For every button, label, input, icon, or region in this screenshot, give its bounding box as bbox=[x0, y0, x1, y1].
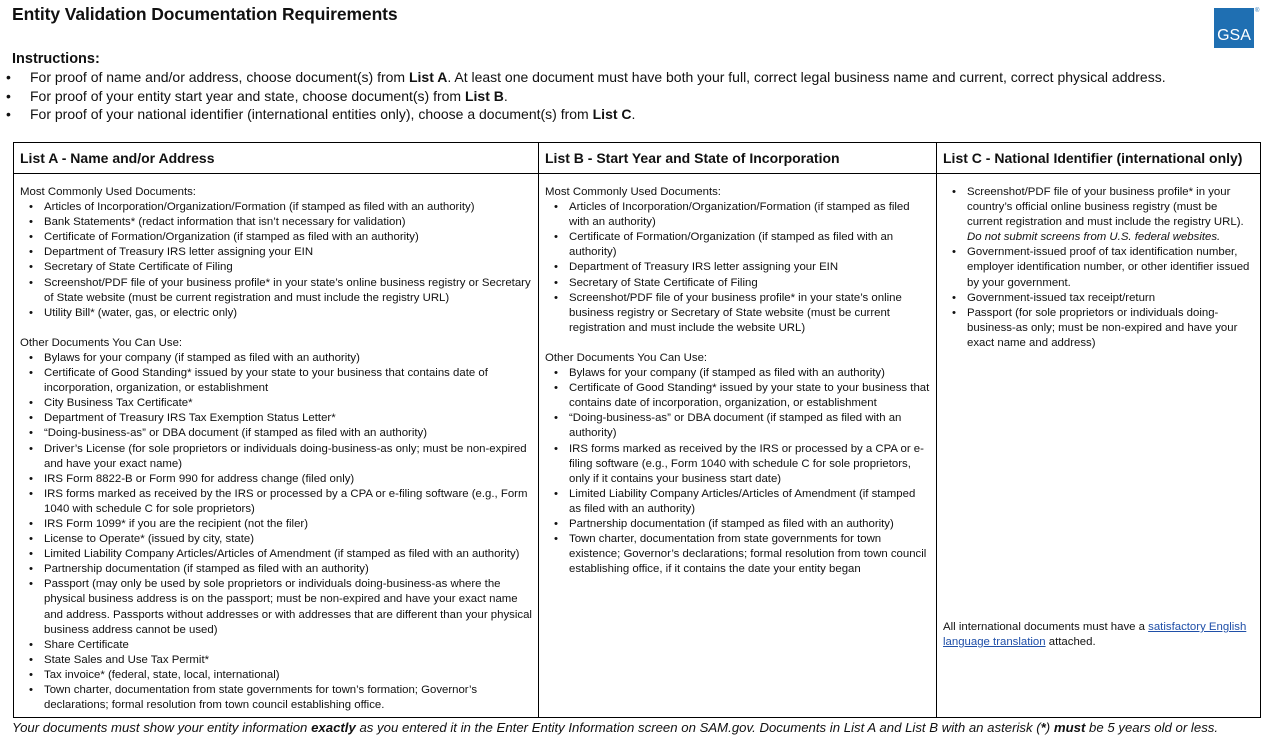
documents-table bbox=[13, 142, 1261, 718]
instruction-item: • For proof of your national identifier (international entities only), choose a document(s) from List C. bbox=[6, 106, 636, 123]
list-c-items bbox=[943, 185, 1254, 351]
list-item: • Partnership documentation (if stamped as filed with an authority) bbox=[545, 517, 930, 532]
list-a-common-items bbox=[20, 200, 532, 321]
list-item: • Town charter, documentation from state governments for town existence; Governor’s declarations; formal resolution from town council establishing office, if it contains the date your entity began bbox=[545, 532, 930, 577]
list-item: • Secretary of State Certificate of Filing bbox=[545, 276, 930, 291]
list-item: • Limited Liability Company Articles/Articles of Amendment (if stamped as filed with an authority) bbox=[545, 487, 930, 517]
list-item: • Certificate of Good Standing* issued by your state to your business that contains date of incorporation, organization, or establishment bbox=[20, 366, 532, 396]
list-item: • License to Operate* (issued by city, state) bbox=[20, 532, 532, 547]
list-b-common-label: Most Commonly Used Documents: bbox=[545, 186, 721, 198]
instruction-item: • For proof of your entity start year and state, choose document(s) from List B. bbox=[6, 87, 508, 104]
list-item: • Articles of Incorporation/Organization/Formation (if stamped as filed with an authority) bbox=[20, 200, 532, 215]
list-item: • Screenshot/PDF file of your business profile* in your state’s online business registry or Secretary of State website (must be current registration and must include the website URL) bbox=[545, 291, 930, 336]
list-b-column bbox=[539, 143, 937, 717]
list-item: • Certificate of Good Standing* issued by your state to your business that contains date of incorporation, organization, or establishment bbox=[545, 381, 930, 411]
international-translation-note: All international documents must have a satisfactory English language translation attached. bbox=[943, 621, 1247, 649]
list-item: • Share Certificate bbox=[20, 638, 532, 653]
list-b-other-items bbox=[545, 366, 930, 577]
list-b-other-label: Other Documents You Can Use: bbox=[545, 351, 708, 364]
list-item: • Driver’s License (for sole proprietors or individuals doing-business-as only; must be non-expired and have your exact name) bbox=[20, 442, 532, 472]
list-c-column bbox=[937, 143, 1260, 717]
list-item: • Secretary of State Certificate of Filing bbox=[20, 260, 532, 275]
list-item: • Passport (may only be used by sole proprietors or individuals doing-business-as where the physical business address is on the passport; must be non-expired and have your exact name and address. Passports without addresses or with addresses that are different than your physical business address cannot be used) bbox=[20, 577, 532, 637]
list-item: • Screenshot/PDF file of your business profile* in your country’s official online business registry (must be current registration and must include the registry URL). Do not submit screens from U.S. federal websites. bbox=[943, 185, 1254, 245]
instruction-item: • For proof of name and/or address, choose document(s) from List A. At least one document must have both your full, correct legal business name and current, correct physical address. bbox=[6, 69, 1166, 85]
list-item: • IRS Form 1099* if you are the recipient (not the filer) bbox=[20, 517, 532, 532]
list-item: • IRS Form 8822-B or Form 990 for address change (filed only) bbox=[20, 472, 532, 487]
list-item: • Certificate of Formation/Organization (if stamped as filed with an authority) bbox=[20, 230, 532, 245]
list-item: • Bank Statements* (redact information that isn’t necessary for validation) bbox=[20, 215, 532, 230]
list-a-other-items bbox=[20, 351, 532, 713]
list-item: • Bylaws for your company (if stamped as filed with an authority) bbox=[20, 351, 532, 366]
list-b-heading: List B - Start Year and State of Incorporation bbox=[539, 143, 936, 174]
list-item: • City Business Tax Certificate* bbox=[20, 396, 532, 411]
list-item: • Partnership documentation (if stamped as filed with an authority) bbox=[20, 562, 532, 577]
list-item: • Department of Treasury IRS letter assigning your EIN bbox=[20, 245, 532, 260]
list-item: • Utility Bill* (water, gas, or electric only) bbox=[20, 306, 532, 321]
list-item: • Department of Treasury IRS letter assigning your EIN bbox=[545, 260, 930, 275]
list-item: • Department of Treasury IRS Tax Exemption Status Letter* bbox=[20, 411, 532, 426]
list-item: • Government-issued proof of tax identification number, employer identification number, or other identifier issued by your government. bbox=[943, 245, 1254, 290]
list-a-heading: List A - Name and/or Address bbox=[14, 143, 538, 174]
list-item: • Screenshot/PDF file of your business profile* in your state’s online business registry or Secretary of State website (must be current registration and must include the registry URL) bbox=[20, 276, 532, 306]
list-b-common-items bbox=[545, 200, 930, 336]
list-item: • Town charter, documentation from state governments for town’s formation; Governor’s declarations; formal resolution from town council establishing office. bbox=[20, 683, 532, 713]
footer-note: Your documents must show your entity information exactly as you entered it in the Enter Entity Information screen on SAM.gov. Documents in List A and List B with an asterisk (*) must be 5 years old or less. bbox=[12, 720, 1219, 735]
list-c-note: Do not submit screens from U.S. federal websites. bbox=[967, 231, 1221, 244]
instructions-heading: Instructions: bbox=[12, 51, 100, 67]
registered-mark: ® bbox=[1255, 8, 1260, 14]
list-item: • IRS forms marked as received by the IRS or processed by a CPA or e-filing software (e.g., Form 1040 with schedule C for sole proprietors, only if it contains your business start date) bbox=[545, 442, 930, 487]
list-item: • Government-issued tax receipt/return bbox=[943, 291, 1254, 306]
list-a-common-label: Most Commonly Used Documents: bbox=[20, 186, 196, 198]
gsa-logo: GSA bbox=[1214, 8, 1254, 48]
translation-link[interactable]: satisfactory English language translation bbox=[943, 621, 1247, 649]
list-item: • Certificate of Formation/Organization (if stamped as filed with an authority) bbox=[545, 230, 930, 260]
list-a-other-label: Other Documents You Can Use: bbox=[20, 336, 183, 349]
list-item: • Limited Liability Company Articles/Articles of Amendment (if stamped as filed with an authority) bbox=[20, 547, 532, 562]
list-item: • “Doing-business-as” or DBA document (if stamped as filed with an authority) bbox=[20, 426, 532, 441]
list-item: • State Sales and Use Tax Permit* bbox=[20, 653, 532, 668]
list-a-column bbox=[14, 143, 539, 717]
instructions-list bbox=[6, 68, 1166, 124]
page-title: Entity Validation Documentation Requirements bbox=[12, 4, 398, 24]
list-c-heading: List C - National Identifier (international only) bbox=[937, 143, 1260, 174]
list-item: • Passport (for sole proprietors or individuals doing-business-as only; must be non-expired and have your exact name and address) bbox=[943, 306, 1254, 351]
list-item: • Tax invoice* (federal, state, local, international) bbox=[20, 668, 532, 683]
list-item: • IRS forms marked as received by the IRS or processed by a CPA or e-filing software (e.g., Form 1040 with schedule C for sole proprietors) bbox=[20, 487, 532, 517]
list-item: • Articles of Incorporation/Organization/Formation (if stamped as filed with an authority) bbox=[545, 200, 930, 230]
list-item: • “Doing-business-as” or DBA document (if stamped as filed with an authority) bbox=[545, 411, 930, 441]
list-item: • Bylaws for your company (if stamped as filed with an authority) bbox=[545, 366, 930, 381]
